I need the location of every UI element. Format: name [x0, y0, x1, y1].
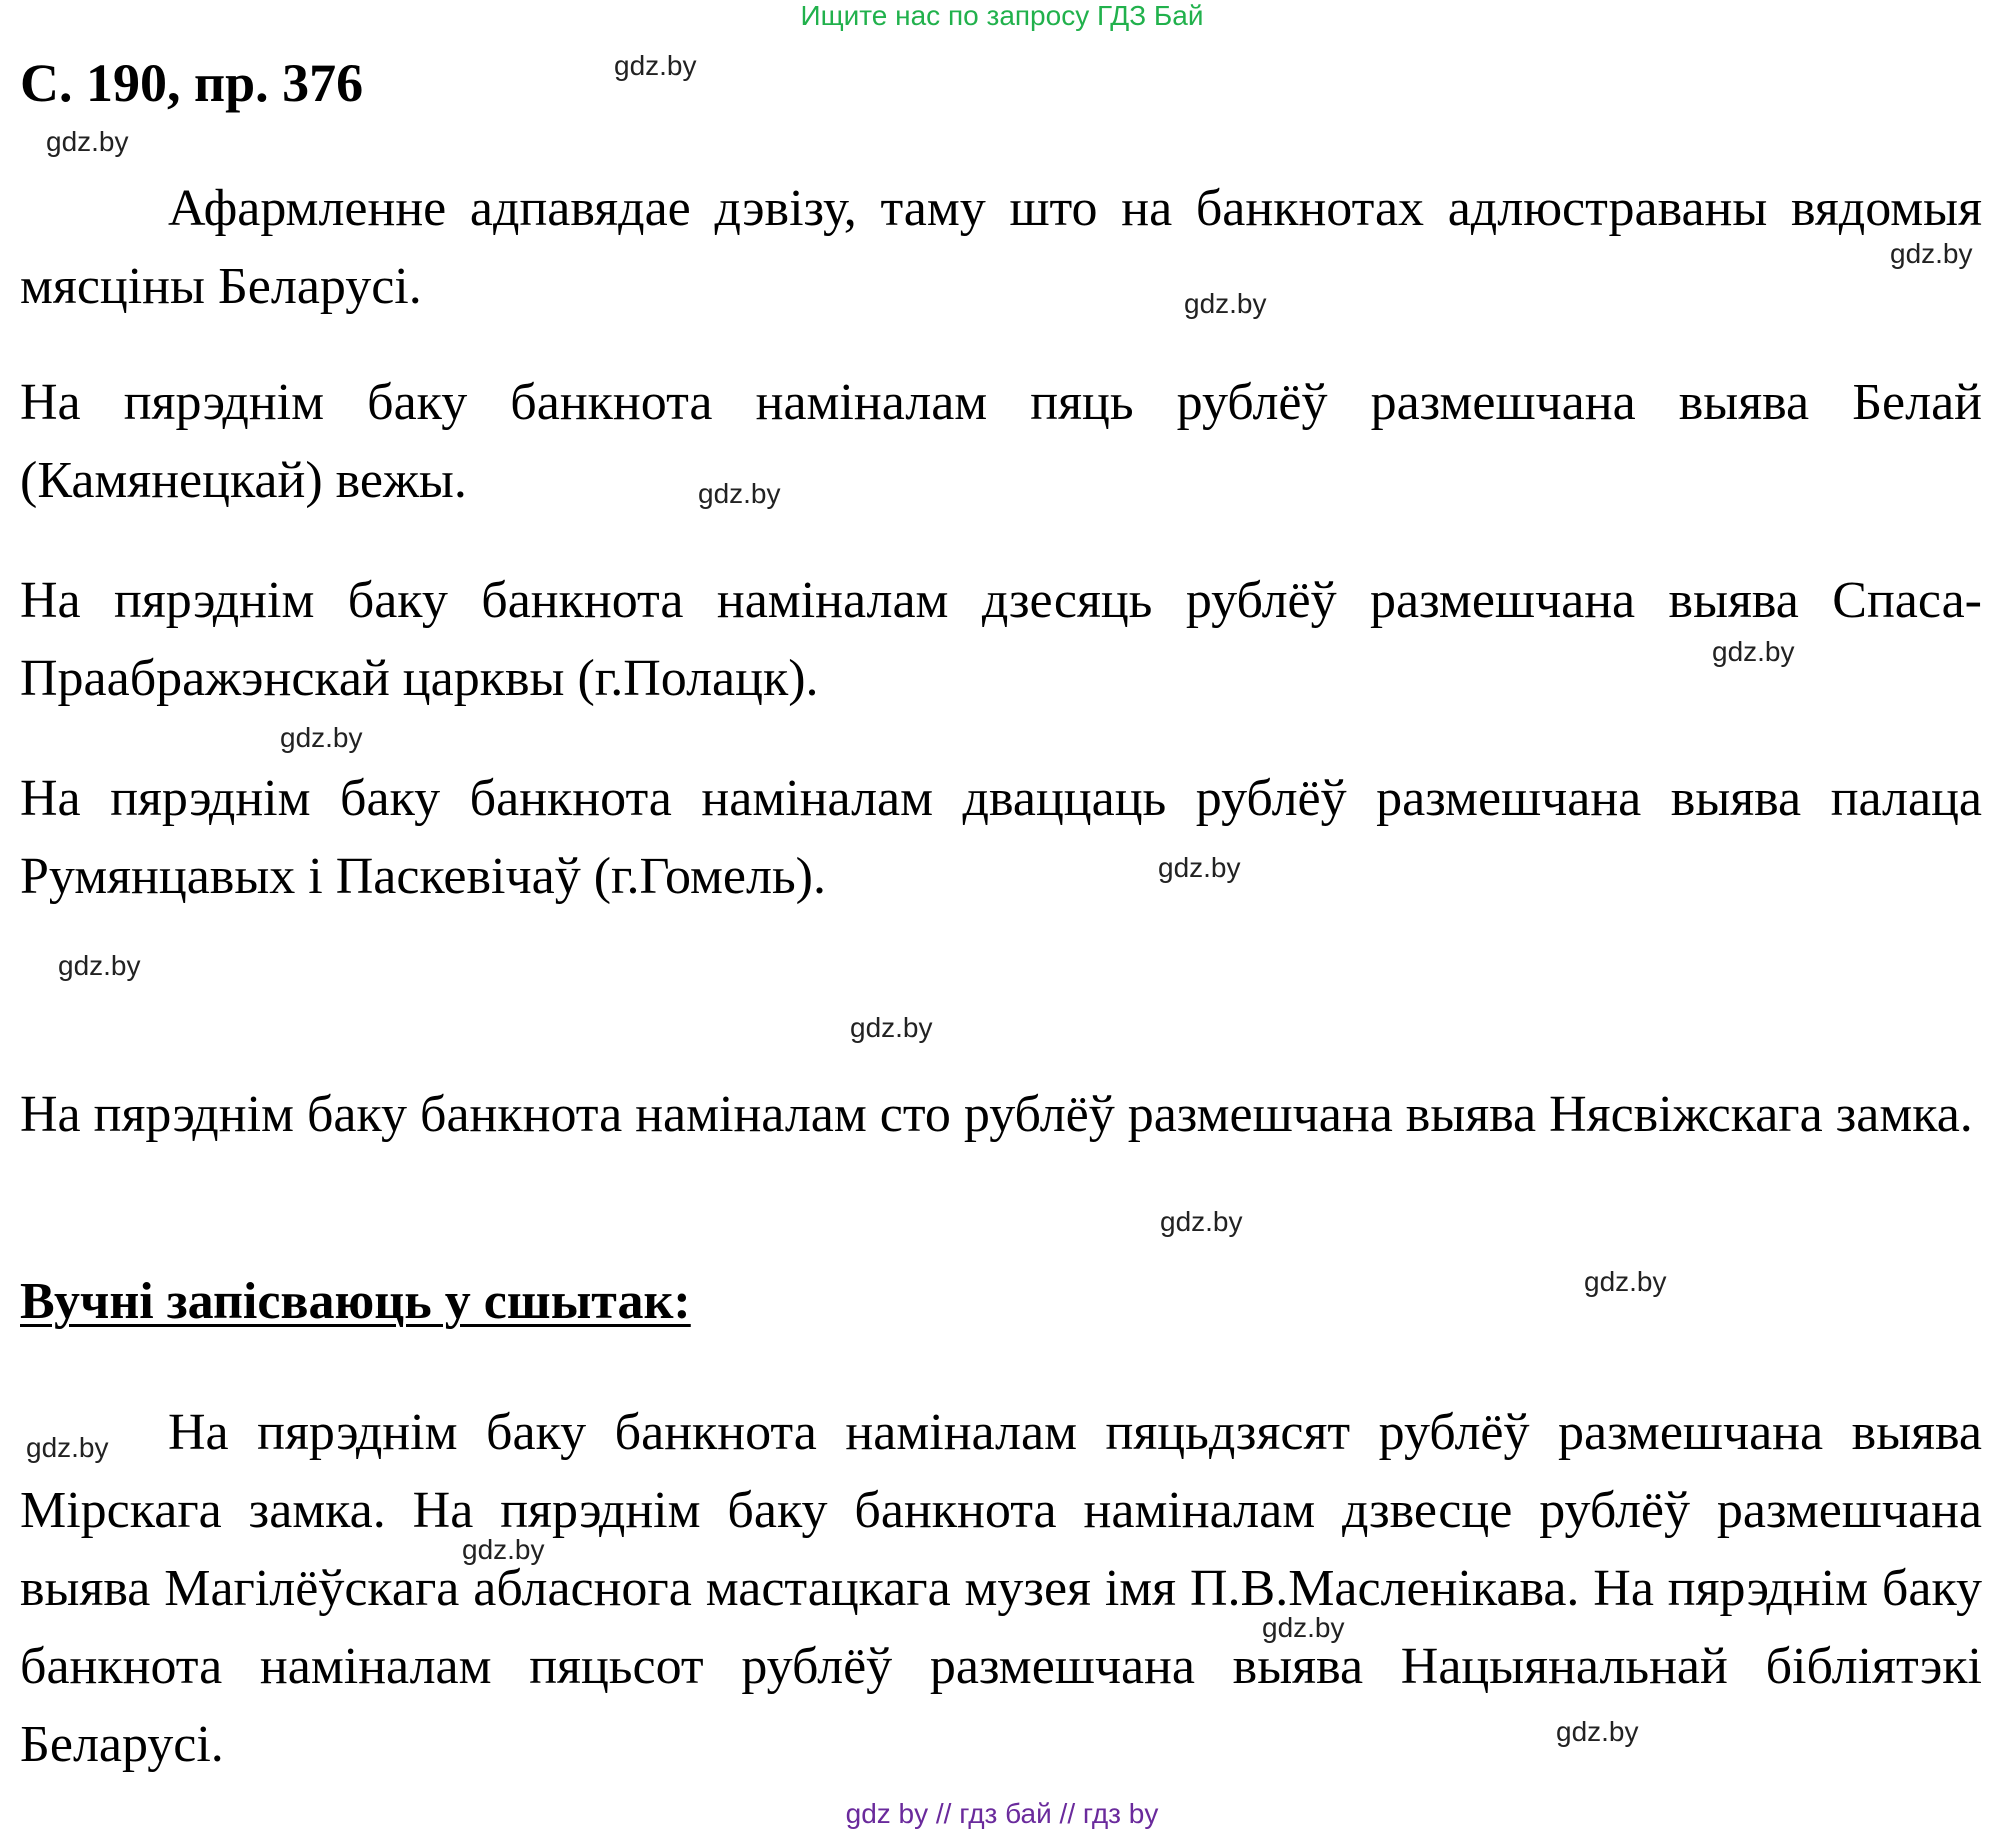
section-heading: Вучні запісваюць у сшытак:: [20, 1273, 691, 1330]
watermark: gdz.by: [1160, 1206, 1243, 1237]
watermark: gdz.by: [1584, 1266, 1667, 1297]
paragraph-hundred-rubles: На пярэднім баку банкнота наміналам сто рублёў размешчана выява Нясвіжскага замка.: [20, 1086, 1973, 1143]
watermark: gdz.by: [1556, 1716, 1639, 1747]
watermark: gdz.by: [1158, 852, 1241, 883]
page-title: С. 190, пр. 376: [20, 53, 364, 113]
watermark: gdz.by: [462, 1534, 545, 1565]
watermark: gdz.by: [614, 50, 697, 81]
section-paragraph: На пярэднім баку банкнота наміналам пяцьдзясят рублёў размешчана выява Мірскага замка. На пярэднім баку банкнота наміналам дзвесце рублёў размешчана выява Магілёўскага абласнога мастацкага музея імя П.В.Масленікава. На пярэднім баку банкнота наміналам пяцьсот рублёў размешчана выява Нацыянальнай бібліятэкі Беларусі.: [20, 1404, 1982, 1773]
watermark: gdz.by: [26, 1432, 109, 1463]
watermark: gdz.by: [1712, 636, 1795, 667]
paragraph-five-rubles: На пярэднім баку банкнота наміналам пяць рублёў размешчана выява Белай (Камянецкай) вежы.: [20, 374, 1982, 509]
watermark: gdz.by: [1890, 238, 1973, 269]
paragraph-twenty-rubles: На пярэднім баку банкнота наміналам дваццаць рублёў размешчана выява палаца Румянцавых і Паскевічаў (г.Гомель).: [20, 770, 1982, 905]
paragraph-intro: Афармленне адпавядае дэвізу, таму што на банкнотах адлюстраваны вядомыя мясціны Беларусі.: [20, 180, 1982, 315]
watermark: gdz.by: [698, 478, 781, 509]
watermark: gdz.by: [280, 722, 363, 753]
watermark: gdz.by: [58, 950, 141, 981]
top-banner: Ищите нас по запросу ГДЗ Бай: [800, 0, 1204, 31]
footer-watermark: gdz by // гдз бай // гдз by: [845, 1798, 1159, 1829]
paragraph-ten-rubles: На пярэднім баку банкнота наміналам дзесяць рублёў размешчана выява Спаса-Праабражэнскай царквы (г.Полацк).: [20, 572, 1982, 707]
watermark: gdz.by: [46, 126, 129, 157]
watermark: gdz.by: [850, 1012, 933, 1043]
watermark: gdz.by: [1262, 1612, 1345, 1643]
watermark: gdz.by: [1184, 288, 1267, 319]
